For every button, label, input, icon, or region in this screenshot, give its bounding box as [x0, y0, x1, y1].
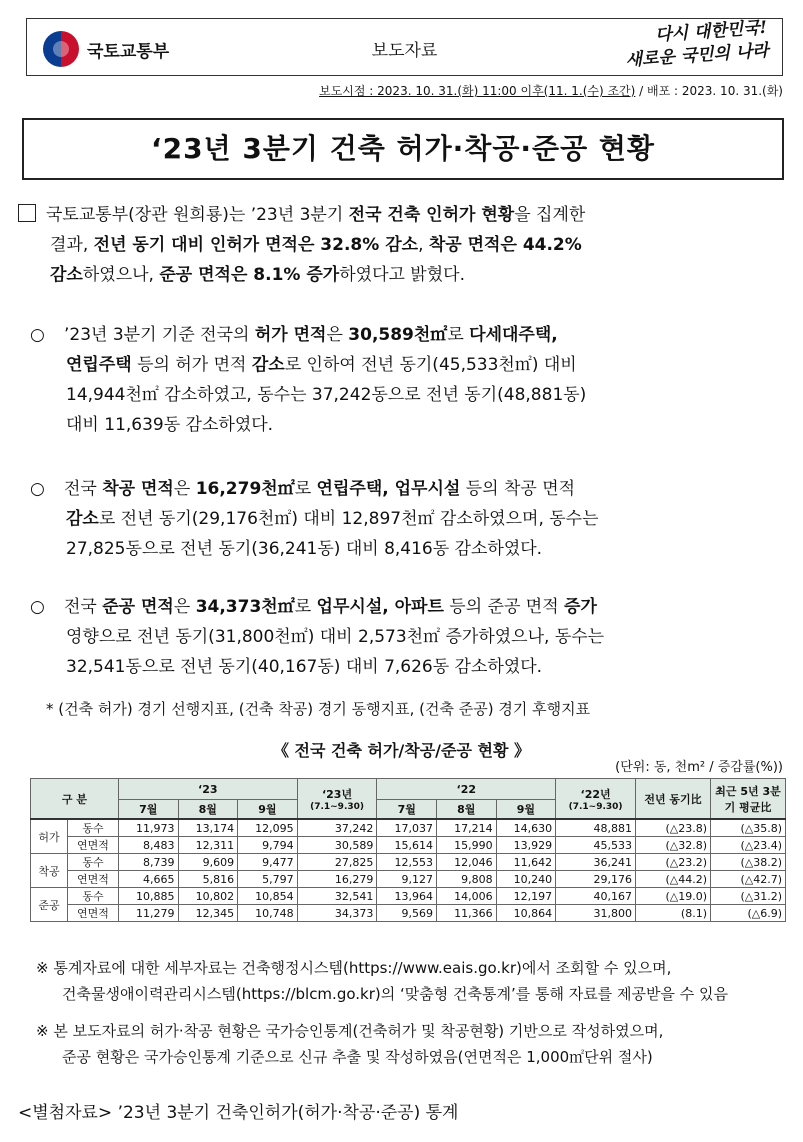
table-row: [31, 854, 786, 871]
footnote-2: ※ 본 보도자료의 허가·착공 현황은 국가승인통계(건축허가 및 착공현황) 기반으로 작성하였으며, 준공 현황은 국가승인통계 기준으로 신규 추출 및 작성하였음(연면적은 1,000㎡단위 절사): [36, 1022, 664, 1066]
page-title: ‘23년 3분기 건축 허가·착공·준공 현황: [22, 118, 784, 180]
table-cell: (△32.8): [636, 837, 711, 854]
indicator-note: * (건축 허가) 경기 선행지표, (건축 착공) 경기 동행지표, (건축 준공) 경기 후행지표: [46, 700, 591, 718]
table-cell: (△23.8): [636, 819, 711, 837]
table-cell: 30,589: [297, 837, 377, 854]
table-cell: 10,864: [496, 905, 556, 922]
table-cell: 45,533: [556, 837, 636, 854]
slogan-line-2: 새로운 국민의 나라: [624, 40, 770, 71]
table-cell: 29,176: [556, 871, 636, 888]
table-cell: 10,802: [178, 888, 238, 905]
table-cell: 4,665: [118, 871, 178, 888]
table-cell: (△35.8): [711, 819, 786, 837]
checkbox-square-icon: [18, 204, 36, 222]
table-cell: 9,609: [178, 854, 238, 871]
table-cell: 11,366: [437, 905, 497, 922]
table-cell: 9,808: [437, 871, 497, 888]
circle-bullet-icon: ○: [30, 325, 45, 345]
bullet-construction-start: ○ 전국 착공 면적은 16,279천㎡로 연립주택, 업무시설 등의 착공 면적 감소로 전년 동기(29,176천㎡) 대비 12,897천㎡ 감소하였으며, 동수는 27,825동으로 전년 동기(36,241동) 대비 8,416동 감소하였다.: [30, 474, 788, 564]
header-month: 8월: [437, 800, 497, 820]
table-cell: (△44.2): [636, 871, 711, 888]
table-cell: (△23.2): [636, 854, 711, 871]
table-cell: 12,095: [238, 819, 298, 837]
table-cell: (△38.2): [711, 854, 786, 871]
table-cell: 13,929: [496, 837, 556, 854]
table-cell: 31,800: [556, 905, 636, 922]
table-cell: 12,553: [377, 854, 437, 871]
bullet-completion: ○ 전국 준공 면적은 34,373천㎡로 업무시설, 아파트 등의 준공 면적 증가 영향으로 전년 동기(31,800천㎡) 대비 2,573천㎡ 증가하였으나, 동수는 32,541동으로 전년 동기(40,167동) 대비 7,626동 감소하였다.: [30, 592, 788, 682]
circle-bullet-icon: ○: [30, 479, 45, 499]
table-row: [31, 888, 786, 905]
table-cell: 32,541: [297, 888, 377, 905]
header-month: 8월: [178, 800, 238, 820]
header-month: 7월: [377, 800, 437, 820]
header-2022-q3: ‘22년 (7.1~9.30): [556, 779, 636, 820]
lead-paragraph: 국토교통부(장관 원희룡)는 ’23년 3분기 전국 건축 인허가 현황을 집계한 결과, 전년 동기 대비 인허가 면적은 32.8% 감소, 착공 면적은 44.2% 감소하였으나, 준공 면적은 8.1% 증가하였다고 밝혔다.: [18, 200, 788, 290]
table-cell: 5,816: [178, 871, 238, 888]
table-cell: 40,167: [556, 888, 636, 905]
header-2023: ‘23: [118, 779, 297, 800]
table-cell: 13,964: [377, 888, 437, 905]
header-yoy: 전년 동기比: [636, 779, 711, 820]
table-cell: 12,345: [178, 905, 238, 922]
header-month: 7월: [118, 800, 178, 820]
table-cell: 17,037: [377, 819, 437, 837]
table-cell: (△6.9): [711, 905, 786, 922]
table-cell: 10,748: [238, 905, 298, 922]
header-2023-q3: ‘23년 (7.1~9.30): [297, 779, 377, 820]
table-cell: (8.1): [636, 905, 711, 922]
table-cell: 14,006: [437, 888, 497, 905]
table-cell: 16,279: [297, 871, 377, 888]
table-cell: 11,279: [118, 905, 178, 922]
ministry-name: 국토교통부: [87, 41, 170, 62]
row-group: 허가: [31, 819, 68, 854]
table-cell: 10,240: [496, 871, 556, 888]
table-cell: 9,127: [377, 871, 437, 888]
header-2022: ‘22: [377, 779, 556, 800]
distribution-date: / 배포 : 2023. 10. 31.(화): [639, 84, 783, 98]
slogan: [587, 17, 770, 75]
table-cell: 36,241: [556, 854, 636, 871]
table-cell: 12,197: [496, 888, 556, 905]
table-cell: 27,825: [297, 854, 377, 871]
table-cell: 10,854: [238, 888, 298, 905]
table-cell: 14,630: [496, 819, 556, 837]
table-cell: 9,477: [238, 854, 298, 871]
bullet-permit: ○ ’23년 3분기 기준 전국의 허가 면적은 30,589천㎡로 다세대주택, 연립주택 등의 허가 면적 감소로 인하여 전년 동기(45,533천㎡) 대비 14,944천㎡ 감소하였고, 동수는 37,242동으로 전년 동기(48,881동) 대비 11,639동 감소하였다.: [30, 320, 788, 440]
table-row: [31, 871, 786, 888]
table-cell: 34,373: [297, 905, 377, 922]
slogan-line-1: 다시 대한민국!: [654, 17, 768, 46]
header-5yr-avg: 최근 5년 3분기 평균比: [711, 779, 786, 820]
row-group: 준공: [31, 888, 68, 922]
embargo-time: 보도시점 : 2023. 10. 31.(화) 11:00 이후(11. 1.(수) 조간): [319, 84, 636, 98]
table-cell: 37,242: [297, 819, 377, 837]
stats-table: [30, 778, 786, 922]
table-title: 《 전국 건축 허가/착공/준공 현황 》: [272, 741, 530, 760]
table-cell: 10,885: [118, 888, 178, 905]
table-row: [31, 837, 786, 854]
table-cell: (△31.2): [711, 888, 786, 905]
table-body: [31, 819, 786, 922]
row-subgroup: 연면적: [68, 905, 119, 922]
table-unit: (단위: 동, 천m² / 증감률(%)): [615, 760, 783, 775]
table-cell: (△23.4): [711, 837, 786, 854]
attachment-line: <별첨자료> ’23년 3분기 건축인허가(허가·착공·준공) 통계: [18, 1103, 459, 1123]
row-group: 착공: [31, 854, 68, 888]
table-cell: 5,797: [238, 871, 298, 888]
table-row: [31, 819, 786, 837]
table-cell: 15,990: [437, 837, 497, 854]
row-subgroup: 연면적: [68, 837, 119, 854]
table-cell: (△42.7): [711, 871, 786, 888]
release-type: 보도자료: [371, 41, 438, 61]
header-month: 9월: [238, 800, 298, 820]
row-subgroup: 연면적: [68, 871, 119, 888]
footnote-1: ※ 통계자료에 대한 세부자료는 건축행정시스템(https://www.eais.go.kr)에서 조회할 수 있으며, 건축물생애이력관리시스템(https://blcm.go.kr)의 ‘맞춤형 건축통계’를 통해 자료를 제공받을 수 있음: [36, 959, 728, 1003]
table-cell: 17,214: [437, 819, 497, 837]
embargo-line: [120, 82, 783, 99]
table-cell: 13,174: [178, 819, 238, 837]
table-cell: 8,739: [118, 854, 178, 871]
table-cell: (△19.0): [636, 888, 711, 905]
table-cell: 48,881: [556, 819, 636, 837]
table-cell: 9,794: [238, 837, 298, 854]
table-cell: 8,483: [118, 837, 178, 854]
header-group: 구 분: [31, 779, 119, 820]
table-cell: 15,614: [377, 837, 437, 854]
table-cell: 11,973: [118, 819, 178, 837]
table-cell: 11,642: [496, 854, 556, 871]
row-subgroup: 동수: [68, 854, 119, 871]
table-cell: 12,046: [437, 854, 497, 871]
header-box: [26, 18, 783, 76]
table-cell: 9,569: [377, 905, 437, 922]
row-subgroup: 동수: [68, 819, 119, 837]
table-row: [31, 905, 786, 922]
circle-bullet-icon: ○: [30, 597, 45, 617]
table-cell: 12,311: [178, 837, 238, 854]
row-subgroup: 동수: [68, 888, 119, 905]
header-month: 9월: [496, 800, 556, 820]
